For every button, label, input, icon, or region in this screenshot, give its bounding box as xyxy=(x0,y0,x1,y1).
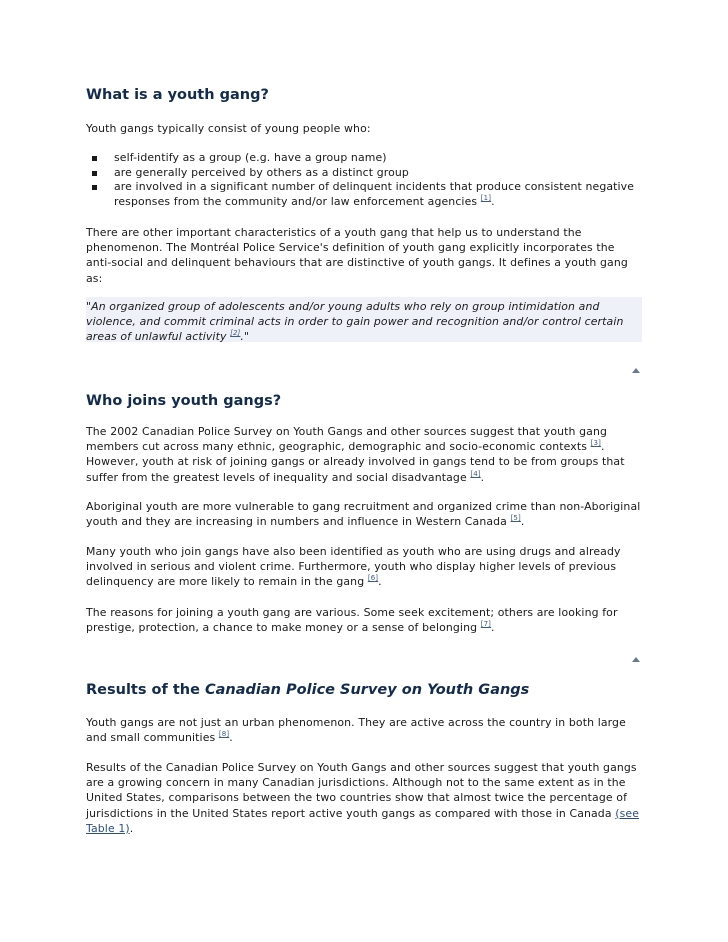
footnote-link[interactable]: [5] xyxy=(510,514,521,523)
footnote-link[interactable]: [2] xyxy=(230,329,241,338)
paragraph: Many youth who join gangs have also been identified as youth who are using drugs and already involved in serious and violent crime. Furthermore, youth who display higher levels of previous delinquency are more likely to remain in the gang [6]. xyxy=(86,545,621,589)
paragraph: The reasons for joining a youth gang are various. Some seek excitement; others are looking for prestige, protection, a chance to make money or a sense of belonging [7]. xyxy=(86,606,618,635)
back-to-top-icon[interactable] xyxy=(632,368,640,373)
bullet-icon xyxy=(92,156,97,161)
back-to-top-icon[interactable] xyxy=(632,657,640,662)
bullet-icon xyxy=(92,185,97,190)
footnote-link[interactable]: [8] xyxy=(218,730,230,739)
section-heading-survey-results: Results of the Canadian Police Survey on Youth Gangs xyxy=(86,682,530,698)
paragraph: There are other important characteristics of a youth gang that help us to understand the phenomenon. The Montréal Police Service's definition of youth gang explicitly incorporates the anti-social and delinquent behaviours that are distinctive of youth gangs. It defines a youth gang as: xyxy=(86,226,628,285)
list-item: are involved in a significant number of delinquent incidents that produce consistent negative responses from the community and/or law enforcement agencies [1]. xyxy=(86,180,642,209)
table-1-link[interactable]: (see Table 1) xyxy=(86,806,640,835)
footnote-link[interactable]: [4] xyxy=(470,469,481,478)
paragraph: The 2002 Canadian Police Survey on Youth Gangs and other sources suggest that youth gang members cut across many ethnic, geographic, demographic and socio-economic contexts [3]. However, youth at risk of joining gangs or already involved in gangs tend to be from groups that suffer from the greatest levels of inequality and social disadvantage [4]. xyxy=(86,425,625,484)
section-heading-who-joins: Who joins youth gangs? xyxy=(86,393,282,409)
intro-text: Youth gangs typically consist of young people who: xyxy=(86,122,371,135)
footnote-link[interactable]: [3] xyxy=(590,439,601,448)
footnote-link[interactable]: [6] xyxy=(367,574,379,583)
footnote-link[interactable]: [1] xyxy=(480,193,492,202)
characteristics-list xyxy=(86,151,642,209)
bullet-icon xyxy=(92,171,97,176)
section-heading-what-is-youth-gang: What is a youth gang? xyxy=(86,87,269,103)
list-item: self-identify as a group (e.g. have a group name) xyxy=(86,151,642,166)
definition-quote: "An organized group of adolescents and/or young adults who rely on group intimidation and violence, and commit criminal acts in order to gain power and recognition and/or control certain areas of unlawful activity [2]." xyxy=(86,297,642,342)
paragraph: Results of the Canadian Police Survey on Youth Gangs and other sources suggest that youth gangs are a growing concern in many Canadian jurisdictions. Although not to the same extent as in the United States, comparisons between the two countries show that almost twice the percentage of jurisdictions in the United States report active youth gangs as compared with those in Canada (see Table 1). xyxy=(86,761,640,835)
list-item: are generally perceived by others as a distinct group xyxy=(86,166,642,181)
footnote-link[interactable]: [7] xyxy=(480,620,492,629)
paragraph: Aboriginal youth are more vulnerable to gang recruitment and organized crime than non-Aboriginal youth and they are increasing in numbers and influence in Western Canada [5]. xyxy=(86,500,641,529)
paragraph: Youth gangs are not just an urban phenomenon. They are active across the country in both large and small communities [8]. xyxy=(86,716,626,745)
